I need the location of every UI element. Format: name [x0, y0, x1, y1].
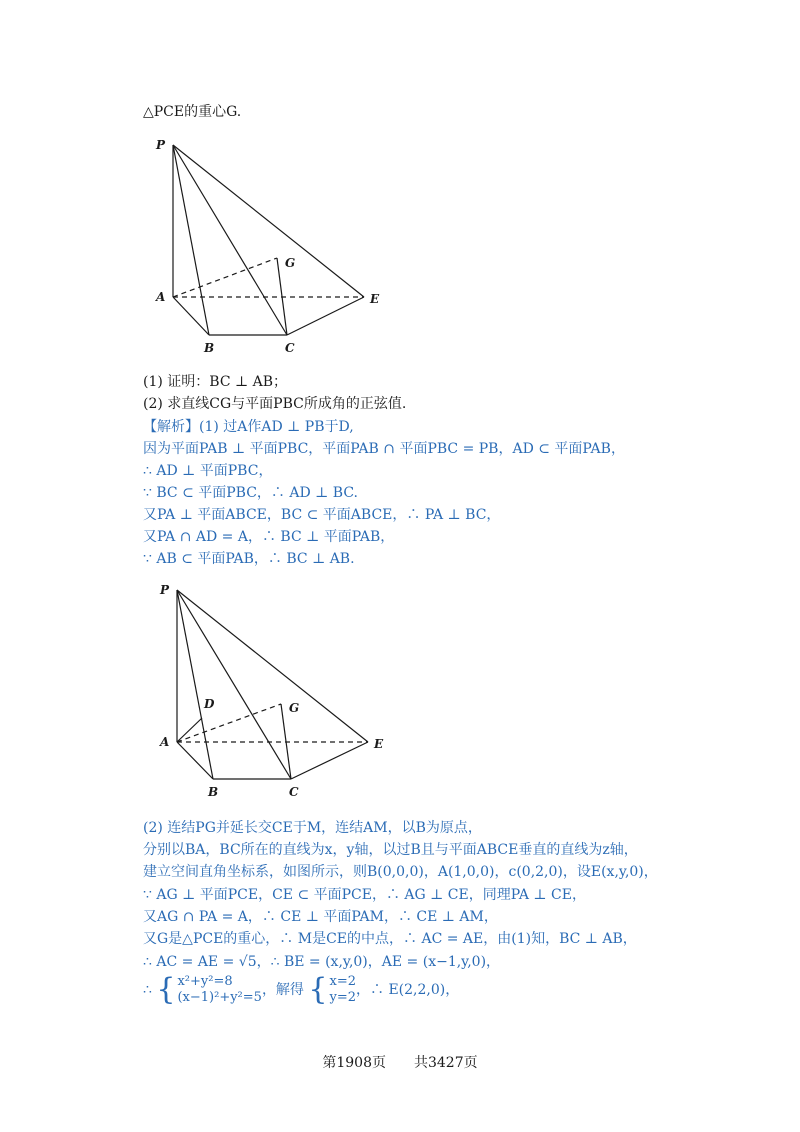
equation-system-2 [329, 974, 356, 1006]
pyramid-diagram-1 [140, 132, 400, 360]
final-equation-line [143, 974, 459, 1006]
solution-line: 分别以BA，BC所在的直线为x，y轴，以过B且与平面ABCE垂直的直线为z轴， [143, 842, 638, 858]
svg-text:C: C [285, 341, 295, 355]
therefore-symbol: ∴ [143, 982, 152, 998]
question-2: (2) 求直线CG与平面PBC所成角的正弦值. [143, 396, 407, 412]
svg-text:G: G [285, 256, 296, 270]
svg-text:B: B [204, 341, 215, 355]
page-footer: 第1908页 共3427页 [322, 1055, 478, 1071]
svg-text:A: A [156, 290, 166, 304]
solution-line: 因为平面PAB ⊥ 平面PBC，平面PAB ∩ 平面PBC = PB，AD ⊂ 平面PAB， [143, 441, 625, 457]
svg-text:C: C [289, 785, 299, 799]
svg-text:P: P [156, 138, 166, 152]
question-1: (1) 证明：BC ⊥ AB； [143, 374, 288, 390]
left-brace-icon: { [156, 972, 176, 1007]
solution-line: 又AG ∩ PA = A，∴ CE ⊥ 平面PAM，∴ CE ⊥ AM， [143, 909, 498, 925]
solution-line: 【解析】(1) 过A作AD ⊥ PB于D, [143, 419, 354, 435]
solution-line: ∴ AC = AE = √5，∴ BE = (x,y,0)，AE = (x−1,y,0)， [143, 954, 501, 970]
figure-2 [140, 578, 400, 810]
system-1-eq-a: x²+y²=8 [177, 974, 233, 989]
system-2-eq-a: x=2 [329, 974, 356, 989]
result-text: ，∴ E(2,2,0)， [356, 982, 460, 998]
svg-text:A: A [160, 735, 170, 749]
solution-line: ∵ AB ⊂ 平面PAB，∴ BC ⊥ AB. [143, 551, 355, 567]
svg-text:D: D [204, 697, 215, 711]
solution-line: 又G是△PCE的重心，∴ M是CE的中点，∴ AC = AE，由(1)知，BC ⊥ AB， [143, 931, 637, 947]
left-brace-icon: { [308, 972, 328, 1007]
solution-line: ∵ AG ⊥ 平面PCE，CE ⊂ 平面PCE，∴ AG ⊥ CE，同理PA ⊥ CE， [143, 887, 586, 903]
solution-line: 建立空间直角坐标系，如图所示，则B(0,0,0)，A(1,0,0)，c(0,2,0)，设E(x,y,0)， [143, 864, 658, 880]
svg-text:E: E [374, 737, 384, 751]
solution-line: ∴ AD ⊥ 平面PBC， [143, 463, 273, 479]
solution-line: 又PA ∩ AD = A，∴ BC ⊥ 平面PAB， [143, 529, 395, 545]
svg-text:G: G [289, 701, 300, 715]
intro-text: △PCE的重心G. [143, 104, 242, 120]
system-2-eq-b: y=2 [329, 990, 356, 1005]
system-1-eq-b: (x−1)²+y²=5 [177, 990, 262, 1005]
equation-system-1 [177, 974, 261, 1006]
svg-text:B: B [208, 785, 219, 799]
svg-text:P: P [160, 583, 170, 597]
solution-line: (2) 连结PG并延长交CE于M，连结AM，以B为原点， [143, 820, 482, 836]
solution-line: ∵ BC ⊂ 平面PBC，∴ AD ⊥ BC. [143, 485, 358, 501]
solve-text: ，解得 [261, 982, 304, 998]
svg-text:E: E [370, 292, 380, 306]
figure-1 [140, 132, 400, 364]
pyramid-diagram-2 [140, 578, 400, 806]
solution-line: 又PA ⊥ 平面ABCE，BC ⊂ 平面ABCE，∴ PA ⊥ BC， [143, 507, 501, 523]
